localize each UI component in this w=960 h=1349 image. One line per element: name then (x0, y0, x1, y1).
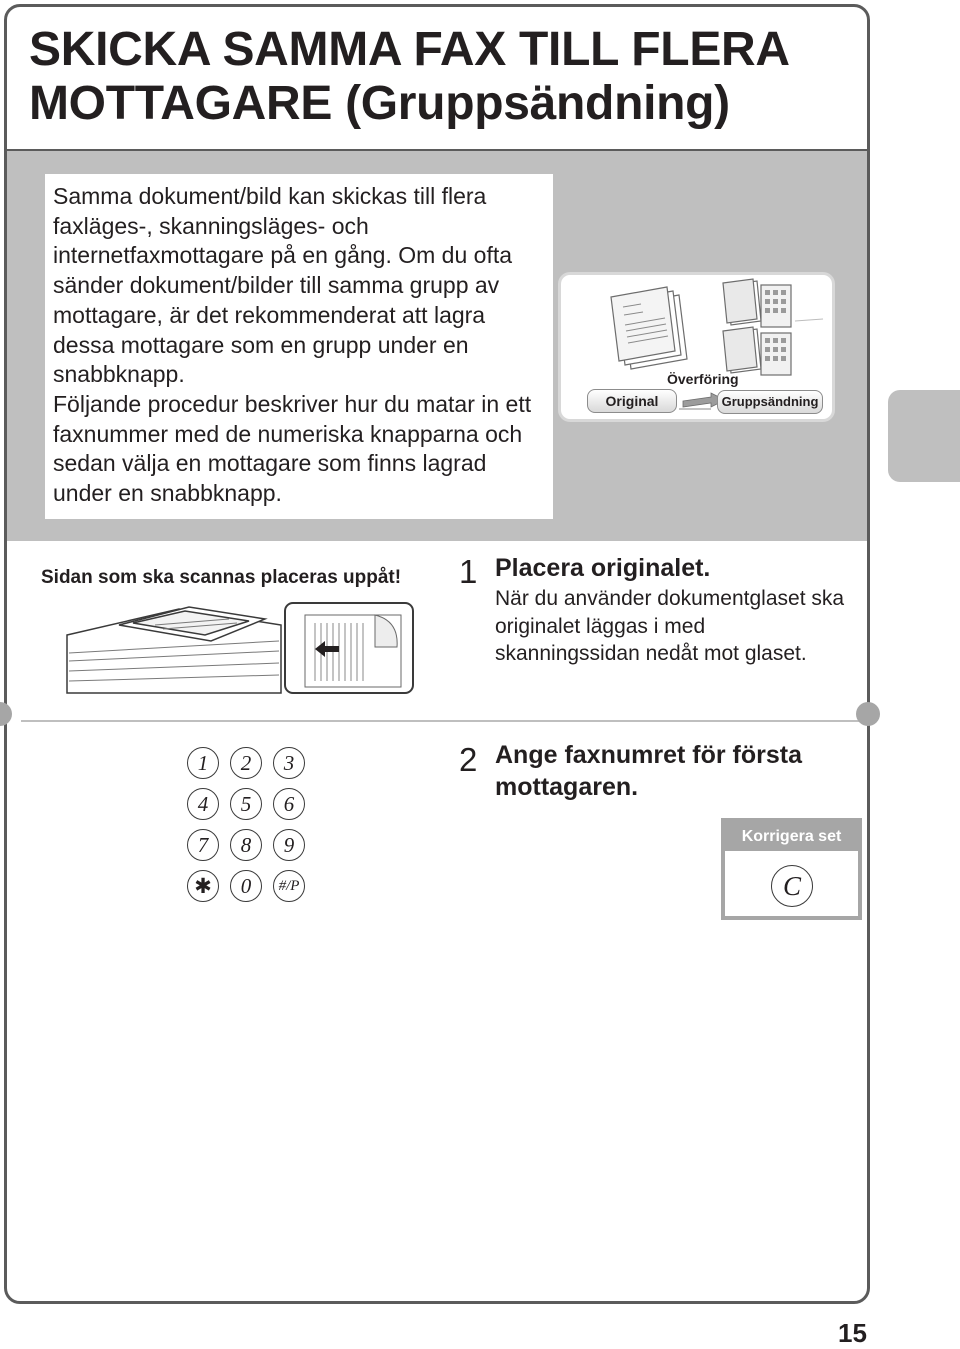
correct-set-panel (721, 818, 862, 920)
key-8[interactable]: 8 (230, 829, 262, 861)
intro-paragraph: Samma dokument/bild kan skickas till flera faxläges-, skanningsläges- och internetfaxmottagare på en gång. Om du ofta sänder dokument/bilder till samma grupp av mottagare, är det rekommenderat att lagra dessa mottagare som en grupp under en snabbknapp. (53, 183, 513, 388)
c-key-button[interactable]: C (771, 865, 813, 907)
step-1-number: 1 (459, 553, 478, 590)
right-divider-dot (856, 702, 880, 726)
chapter-tab (888, 390, 960, 482)
transfer-label: Överföring (667, 371, 739, 387)
key-5[interactable]: 5 (230, 788, 262, 820)
key-hash-p[interactable]: #/P (273, 870, 305, 902)
page-number: 15 (838, 1318, 867, 1348)
step-1-title: Placera originalet. (495, 554, 711, 582)
intro-text-box (45, 174, 553, 519)
numeric-keypad (187, 747, 311, 909)
key-4[interactable]: 4 (187, 788, 219, 820)
intro-band (7, 149, 870, 541)
step-2-title: Ange faxnumret för första mottagaren. (495, 741, 802, 801)
key-0[interactable]: 0 (230, 870, 262, 902)
step-1-body: När du använder dokumentglaset ska originalet läggas i med skanningssidan nedåt mot glaset. (495, 587, 845, 665)
key-asterisk[interactable]: ✱ (187, 870, 219, 902)
broadcast-illustration (558, 272, 835, 422)
document-feeder-icon (59, 595, 419, 695)
page-frame (4, 4, 870, 1304)
key-6[interactable]: 6 (273, 788, 305, 820)
original-label: Original (587, 389, 677, 413)
key-9[interactable]: 9 (273, 829, 305, 861)
scan-side-warning: Sidan som ska scannas placeras uppåt! (41, 567, 402, 588)
correct-set-label: Korrigera set (725, 822, 858, 851)
key-7[interactable]: 7 (187, 829, 219, 861)
key-2[interactable]: 2 (230, 747, 262, 779)
broadcast-label: Gruppsändning (717, 390, 823, 414)
step-2-number: 2 (459, 741, 478, 778)
step-divider (21, 720, 870, 722)
key-3[interactable]: 3 (273, 747, 305, 779)
intro-paragraph: Följande procedur beskriver hur du matar in ett faxnummer med de numeriska knapparna och sedan välja en mottagare som finns lagrad under en snabbknapp. (53, 390, 532, 507)
page-title: SKICKA SAMMA FAX TILL FLERA MOTTAGARE (Gruppsändning) (29, 23, 790, 130)
key-1[interactable]: 1 (187, 747, 219, 779)
